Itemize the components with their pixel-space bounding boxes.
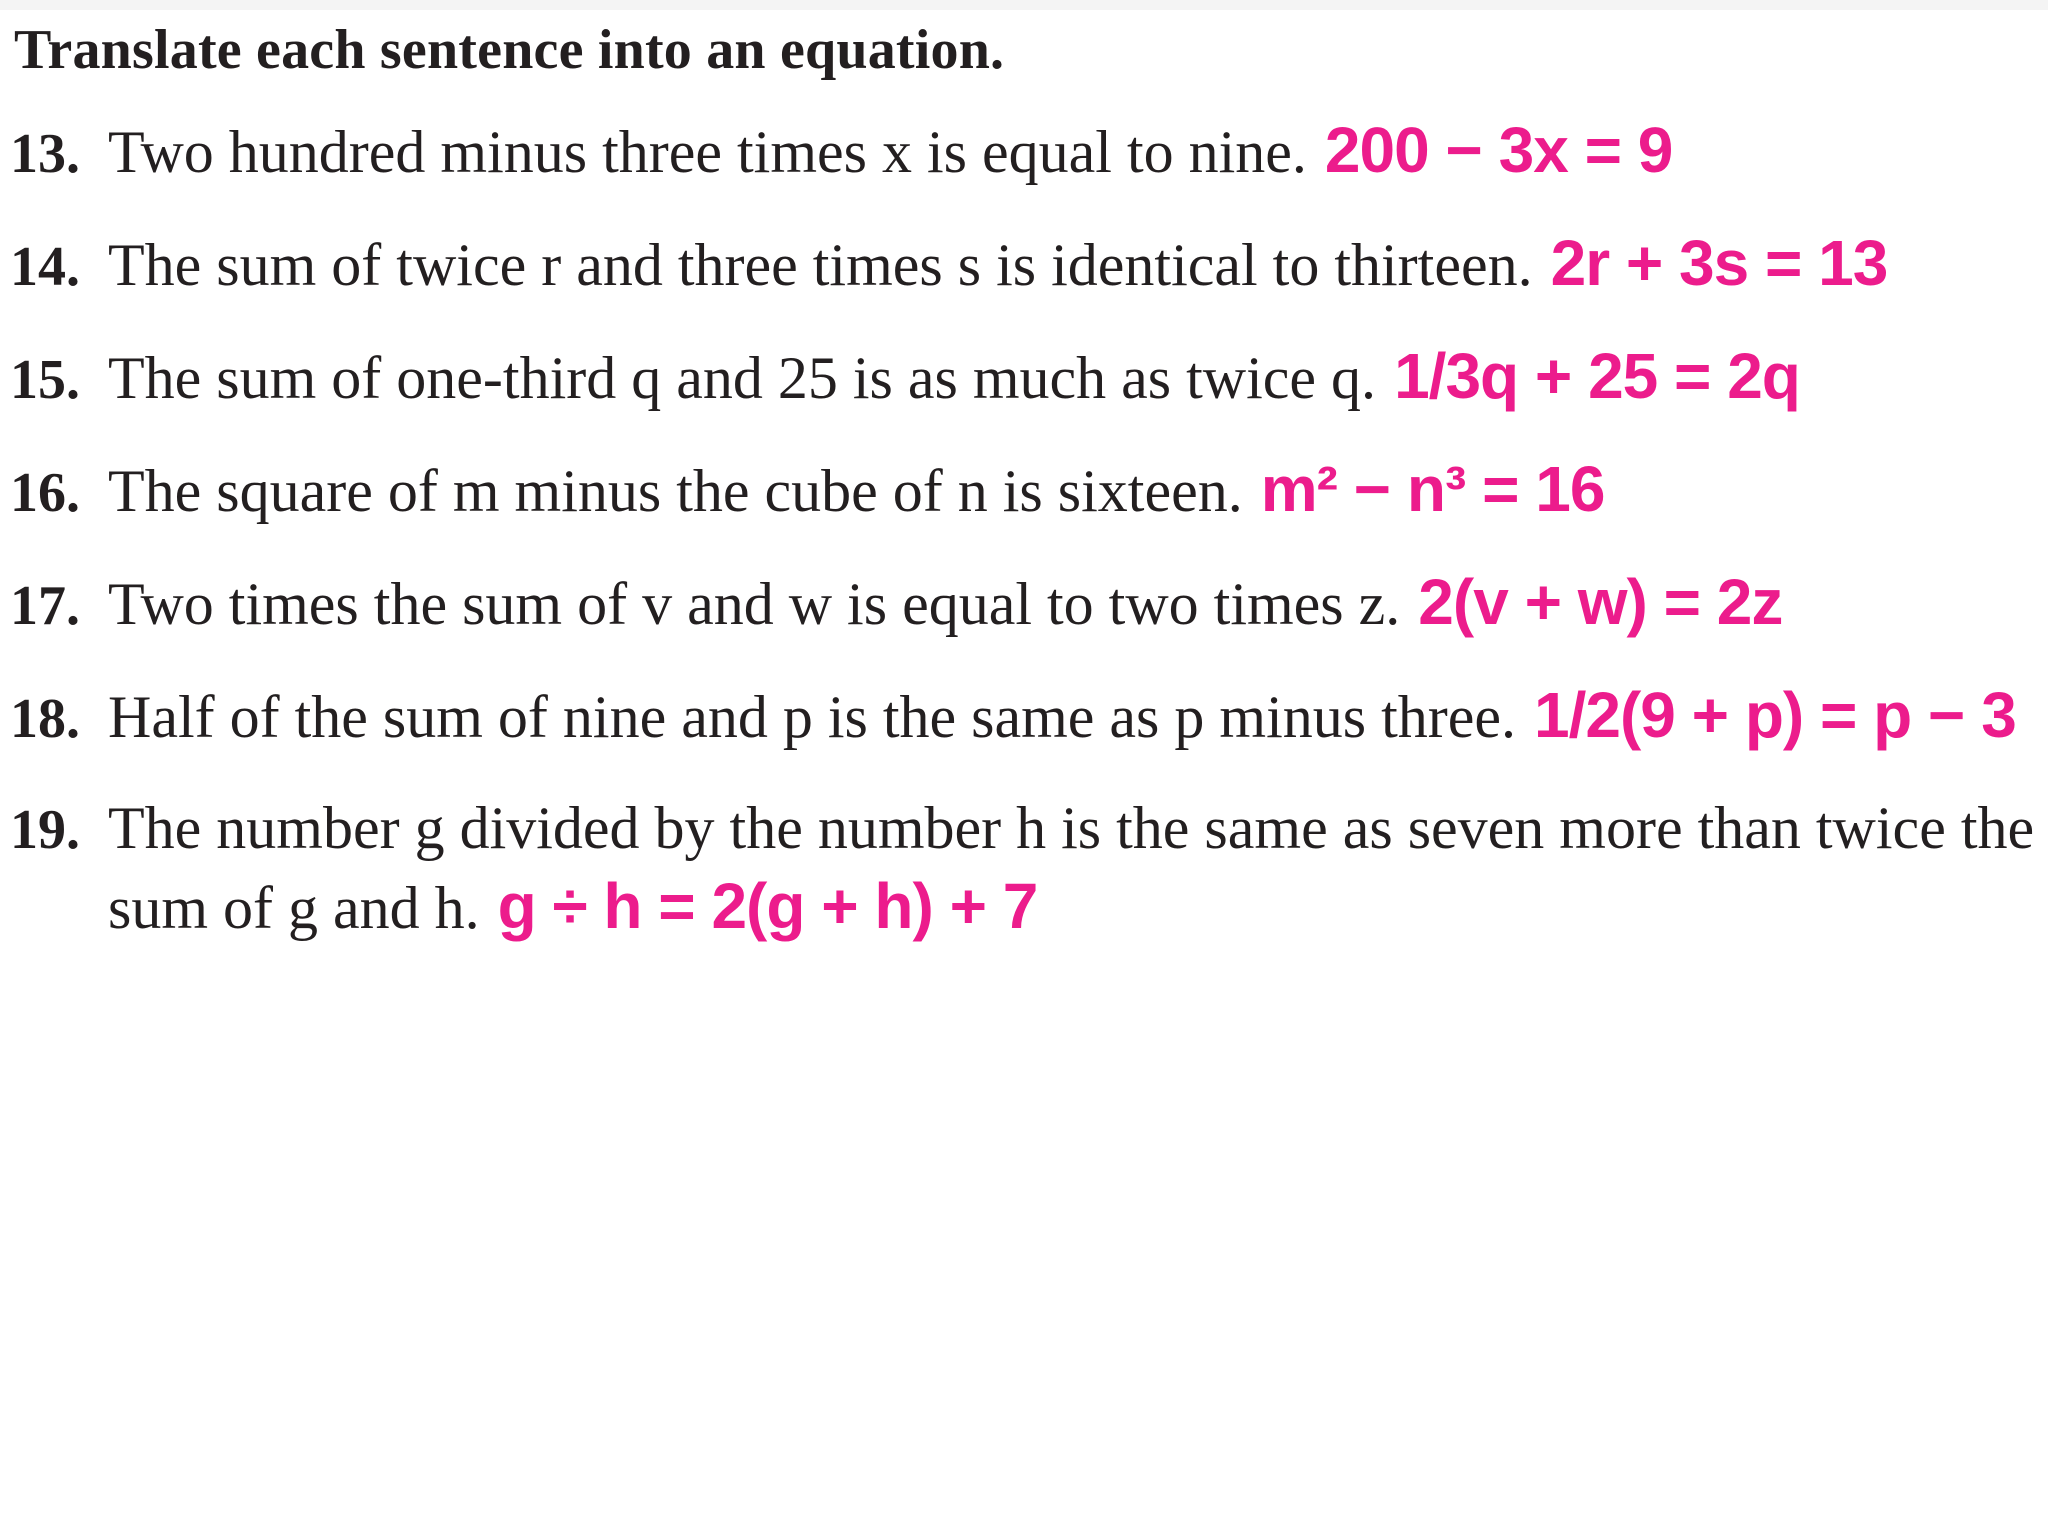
- problem-sentence-cont-text: sum of g and h.: [108, 875, 480, 941]
- problem-number: 15.: [10, 349, 80, 411]
- problem-17: [10, 564, 1782, 644]
- problem-sentence: Two times the sum of v and w is equal to two times z.: [108, 571, 1401, 637]
- problem-19: [10, 790, 2034, 946]
- problem-number: 17.: [10, 575, 80, 637]
- problem-number: 19.: [10, 799, 80, 861]
- problem-sentence: The square of m minus the cube of n is sixteen.: [108, 458, 1243, 524]
- problem-number: 13.: [10, 123, 80, 185]
- problem-sentence: Half of the sum of nine and p is the same as p minus three.: [108, 684, 1517, 750]
- problem-15: [10, 338, 1800, 418]
- problem-answer: 1/2(9 + p) = p − 3: [1534, 679, 2016, 751]
- problem-16: [10, 451, 1604, 531]
- problem-answer: 200 − 3x = 9: [1324, 114, 1673, 186]
- problem-13: [10, 112, 1672, 192]
- problem-14: [10, 225, 1887, 305]
- problem-number: 18.: [10, 688, 80, 750]
- problem-answer: 2r + 3s = 13: [1550, 227, 1888, 299]
- problem-answer: m² − n³ = 16: [1260, 453, 1605, 525]
- problem-answer: 2(v + w) = 2z: [1418, 566, 1783, 638]
- problem-sentence: The sum of one-third q and 25 is as much as twice q.: [108, 345, 1377, 411]
- problem-18: [10, 677, 2016, 757]
- problem-answer: g ÷ h = 2(g + h) + 7: [497, 870, 1038, 942]
- problem-sentence: Two hundred minus three times x is equal to nine.: [108, 119, 1307, 185]
- problem-answer: 1/3q + 25 = 2q: [1394, 340, 1800, 412]
- problem-number: 14.: [10, 236, 80, 298]
- problem-sentence: The sum of twice r and three times s is identical to thirteen.: [108, 232, 1533, 298]
- problem-sentence: The number g divided by the number h is the same as seven more than twice the: [108, 795, 2035, 861]
- problem-sentence-continuation: [10, 868, 2034, 946]
- problem-number: 16.: [10, 462, 80, 524]
- top-strip: [0, 0, 2048, 10]
- instructions-heading: Translate each sentence into an equation.: [14, 19, 1005, 81]
